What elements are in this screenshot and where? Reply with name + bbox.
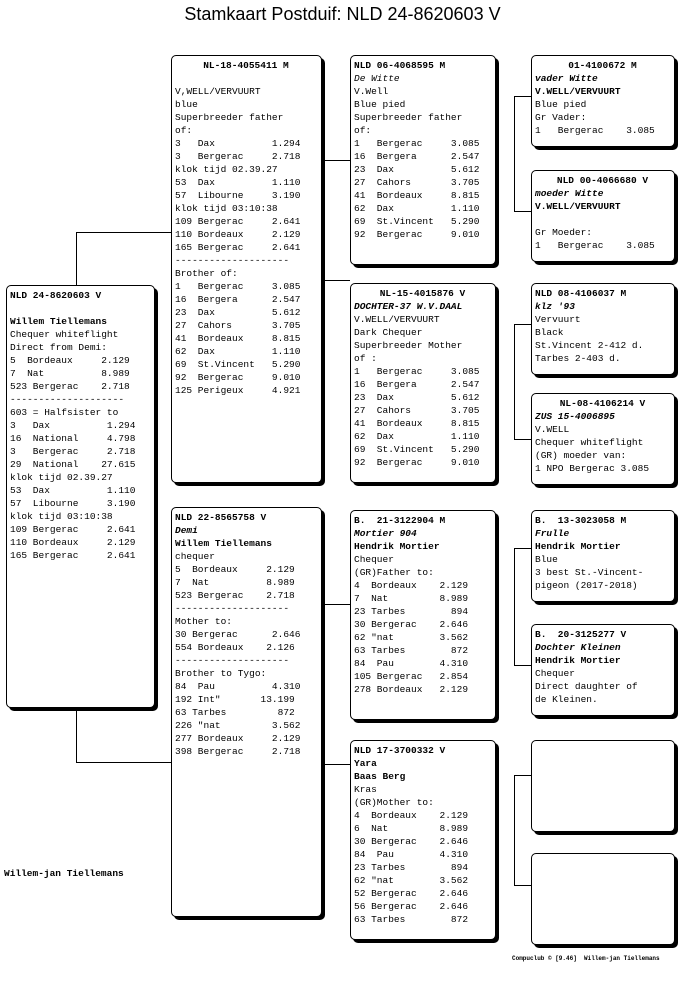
card-line: of: [354, 125, 372, 136]
connector-line [321, 160, 350, 161]
pigeon-name: Demi [175, 525, 198, 536]
connector-line [514, 96, 531, 97]
pigeon-name: ZUS 15-4006895 [535, 411, 615, 422]
card-line: 69 St.Vincent 5.290 [354, 444, 480, 455]
card-line: klok tijd 03:10:38 [175, 203, 278, 214]
card-line: 41 Bordeaux 8.815 [175, 333, 301, 344]
card-line: Gr Moeder: [535, 227, 593, 238]
card-line: 1 Bergerac 3.085 [535, 125, 655, 136]
pedigree-card-mother [171, 507, 322, 917]
card-line: Direct from Demi: [10, 342, 107, 353]
card-line: 6 Nat 8.989 [354, 823, 469, 834]
card-line: Brother of: [175, 268, 238, 279]
page-title: Stamkaart Postduif: NLD 24-8620603 V [184, 4, 501, 24]
card-line: 27 Cahors 3.705 [175, 320, 301, 331]
card-line: 63 Tarbes 872 [175, 707, 295, 718]
card-line: 52 Bergerac 2.646 [354, 888, 469, 899]
pedigree-card-fm [350, 283, 496, 483]
pedigree-card-fmf [531, 283, 675, 375]
card-line: -------------------- [175, 603, 290, 614]
card-line: V.WELL [535, 424, 570, 435]
card-line: 53 Dax 1.110 [10, 485, 136, 496]
connector-line [514, 324, 515, 439]
card-line: of: [175, 125, 193, 136]
card-line: 4 Bordeaux 2.129 [354, 810, 469, 821]
ring-number: NLD 00-4066680 V [556, 175, 649, 186]
card-line: 5 Bordeaux 2.129 [10, 355, 130, 366]
card-line: 1 NPO Bergerac 3.085 [535, 463, 650, 474]
card-line: Superbreeder father [354, 112, 463, 123]
card-line: 92 Bergerac 9.010 [354, 229, 480, 240]
card-line: Tarbes 2-403 d. [535, 353, 621, 364]
breeder-name: Willem Tiellemans [175, 538, 272, 549]
ring-number: NL-18-4055411 M [203, 60, 289, 71]
card-line: 1 Bergerac 3.085 [175, 281, 301, 292]
connector-line [514, 548, 515, 665]
card-line: 30 Bergerac 2.646 [354, 836, 469, 847]
breeder-name: Baas Berg [354, 771, 406, 782]
card-line: 125 Perigeux 4.921 [175, 385, 301, 396]
card-line: Chequer [354, 554, 394, 565]
card-line: 4 Bordeaux 2.129 [354, 580, 469, 591]
card-line: 84 Pau 4.310 [175, 681, 301, 692]
pedigree-card-fff [531, 55, 675, 147]
card-line: Blue [535, 554, 558, 565]
breeder-name: Hendrik Mortier [535, 655, 621, 666]
card-line: 1 Bergerac 3.085 [535, 240, 655, 251]
card-line: 1 Bergerac 3.085 [354, 138, 480, 149]
card-line [535, 213, 670, 226]
card-line: Gr Vader: [535, 112, 587, 123]
pedigree-card-father [171, 55, 322, 483]
card-line: klok tijd 02.39.27 [175, 164, 278, 175]
owner-name: Willem-jan Tiellemans [4, 868, 124, 879]
card-line: 62 Dax 1.110 [354, 431, 480, 442]
ring-number: NLD 06-4068595 M [354, 60, 446, 71]
card-line: Chequer whiteflight [10, 329, 119, 340]
connector-line [76, 232, 171, 233]
card-line: 7 Nat 8.989 [175, 577, 295, 588]
card-line: 603 = Halfsister to [10, 407, 119, 418]
card-line: 53 Dax 1.110 [175, 177, 301, 188]
breeder-name: Hendrik Mortier [354, 541, 440, 552]
connector-line [514, 885, 531, 886]
card-line: Chequer whiteflight [535, 437, 644, 448]
connector-line [514, 324, 531, 325]
card-line: Kras [354, 784, 377, 795]
card-line: 3 Bergerac 2.718 [175, 151, 301, 162]
connector-line [514, 665, 531, 666]
pigeon-name: Mortier 904 [354, 528, 417, 539]
card-line: 63 Tarbes 872 [354, 645, 469, 656]
card-line: 63 Tarbes 872 [354, 914, 469, 925]
card-line: Chequer [535, 668, 575, 679]
card-line: 57 Libourne 3.190 [10, 498, 136, 509]
card-line: 92 Bergerac 9.010 [175, 372, 301, 383]
card-line: Superbreeder father [175, 112, 284, 123]
card-line: Mother to: [175, 616, 233, 627]
ring-number: NLD 17-3700332 V [354, 745, 446, 756]
card-line: Blue pied [535, 99, 587, 110]
pedigree-card-ffm [531, 170, 675, 262]
connector-line [514, 775, 515, 885]
card-line: of : [354, 353, 377, 364]
card-line: (GR)Father to: [354, 567, 434, 578]
card-line: Vervuurt [535, 314, 581, 325]
card-line: Superbreeder Mother [354, 340, 463, 351]
connector-line [321, 764, 350, 765]
card-line: 27 Cahors 3.705 [354, 405, 480, 416]
connector-line [514, 439, 531, 440]
card-line: Black [535, 327, 564, 338]
card-line: -------------------- [175, 655, 290, 666]
card-line: 84 Pau 4.310 [354, 849, 469, 860]
card-line: 109 Bergerac 2.641 [175, 216, 301, 227]
card-line: 27 Cahors 3.705 [354, 177, 480, 188]
card-line: 41 Bordeaux 8.815 [354, 190, 480, 201]
connector-line [514, 211, 531, 212]
card-line: 41 Bordeaux 8.815 [354, 418, 480, 429]
card-line: de Kleinen. [535, 694, 598, 705]
ring-number: NLD 08-4106037 M [535, 288, 627, 299]
ring-number: B. 21-3122904 M [354, 515, 446, 526]
card-line: 7 Nat 8.989 [354, 593, 469, 604]
card-line: 1 Bergerac 3.085 [354, 366, 480, 377]
connector-line [321, 280, 350, 281]
card-line: 192 Int" 13.199 [175, 694, 295, 705]
pigeon-name: Frulle [535, 528, 570, 539]
card-line: 69 St.Vincent 5.290 [354, 216, 480, 227]
pedigree-card-fmm [531, 393, 675, 485]
card-line: 62 Dax 1.110 [175, 346, 301, 357]
ring-number: B. 13-3023058 M [535, 515, 627, 526]
breeder-name: Willem Tiellemans [10, 316, 107, 327]
connector-line [514, 775, 531, 776]
card-line: Blue pied [354, 99, 406, 110]
pedigree-card-mmm-empty [531, 853, 675, 945]
card-line: (GR)Mother to: [354, 797, 434, 808]
ring-number: NL-15-4015876 V [379, 288, 466, 299]
ring-number: NLD 22-8565758 V [175, 512, 267, 523]
card-line: 226 "nat 3.562 [175, 720, 301, 731]
connector-line [76, 232, 77, 287]
card-line: 110 Bordeaux 2.129 [10, 537, 136, 548]
card-line: 92 Bergerac 9.010 [354, 457, 480, 468]
card-line: 278 Bordeaux 2.129 [354, 684, 469, 695]
card-line: 29 National 27.615 [10, 459, 136, 470]
connector-line [514, 96, 515, 211]
card-line: 57 Libourne 3.190 [175, 190, 301, 201]
card-line: pigeon (2017-2018) [535, 580, 638, 591]
connector-line [76, 707, 77, 763]
card-line: 165 Bergerac 2.641 [175, 242, 301, 253]
card-line: 62 "nat 3.562 [354, 875, 469, 886]
card-line: 3 Dax 1.294 [175, 138, 301, 149]
pigeon-name: moeder Witte [535, 188, 604, 199]
card-line: 398 Bergerac 2.718 [175, 746, 301, 757]
card-line: blue [175, 99, 198, 110]
card-line: 30 Bergerac 2.646 [175, 629, 301, 640]
card-line: 84 Pau 4.310 [354, 658, 469, 669]
card-line: 3 best St.-Vincent- [535, 567, 644, 578]
card-line [10, 302, 150, 315]
connector-line [76, 762, 171, 763]
pigeon-name: vader Witte [535, 73, 598, 84]
card-line: 16 Bergera 2.547 [354, 379, 480, 390]
card-line: 23 Dax 5.612 [354, 164, 480, 175]
pigeon-name: DOCHTER-37 W.V.DAAL [354, 301, 463, 312]
card-line: (GR) moeder van: [535, 450, 627, 461]
breeder-name: V.WELL/VERVUURT [535, 201, 621, 212]
card-line: Brother to Tygo: [175, 668, 267, 679]
card-line: V,WELL/VERVUURT [175, 86, 261, 97]
card-line: -------------------- [10, 394, 125, 405]
card-line: 523 Bergerac 2.718 [175, 590, 295, 601]
card-line: 3 Dax 1.294 [10, 420, 136, 431]
card-line: chequer [175, 551, 215, 562]
card-line [175, 72, 317, 85]
card-line: 277 Bordeaux 2.129 [175, 733, 301, 744]
card-line: 16 National 4.798 [10, 433, 136, 444]
card-line: 23 Dax 5.612 [354, 392, 480, 403]
card-line: 110 Bordeaux 2.129 [175, 229, 301, 240]
card-line: Direct daughter of [535, 681, 638, 692]
pedigree-card-mf [350, 510, 496, 720]
pedigree-card-ff [350, 55, 496, 265]
pedigree-card-mff [531, 510, 675, 602]
ring-number: 01-4100672 M [568, 60, 637, 71]
card-line: 7 Nat 8.989 [10, 368, 130, 379]
card-line: 16 Bergera 2.547 [175, 294, 301, 305]
pigeon-name: De Witte [354, 73, 400, 84]
pigeon-name: Dochter Kleinen [535, 642, 621, 653]
card-line: 109 Bergerac 2.641 [10, 524, 136, 535]
connector-line [514, 548, 531, 549]
ring-number: NL-08-4106214 V [559, 398, 646, 409]
card-line: 23 Dax 5.612 [175, 307, 301, 318]
card-line: 554 Bordeaux 2.126 [175, 642, 295, 653]
card-line: V.Well [354, 86, 389, 97]
card-line: 30 Bergerac 2.646 [354, 619, 469, 630]
card-line: 165 Bergerac 2.641 [10, 550, 136, 561]
card-line: 62 "nat 3.562 [354, 632, 469, 643]
card-line: St.Vincent 2-412 d. [535, 340, 644, 351]
card-line: 23 Tarbes 894 [354, 606, 469, 617]
connector-line [321, 604, 350, 605]
breeder-name: Hendrik Mortier [535, 541, 621, 552]
card-line: -------------------- [175, 255, 290, 266]
card-line: Dark Chequer [354, 327, 423, 338]
card-line: klok tijd 02.39.27 [10, 472, 113, 483]
breeder-name: V.WELL/VERVUURT [535, 86, 621, 97]
pedigree-card-mmf-empty [531, 740, 675, 832]
card-line: 69 St.Vincent 5.290 [175, 359, 301, 370]
card-line: 16 Bergera 2.547 [354, 151, 480, 162]
pedigree-card-mfm [531, 624, 675, 716]
card-line: 23 Tarbes 894 [354, 862, 469, 873]
pigeon-name: klz '93 [535, 301, 575, 312]
card-line: 62 Dax 1.110 [354, 203, 480, 214]
footer-credit: Compuclub © [9.46] Willem-jan Tiellemans [512, 955, 660, 962]
card-line: 105 Bergerac 2.854 [354, 671, 469, 682]
card-line: 3 Bergerac 2.718 [10, 446, 136, 457]
pigeon-name: Yara [354, 758, 377, 769]
card-line: 5 Bordeaux 2.129 [175, 564, 295, 575]
pedigree-card-main [6, 285, 155, 708]
card-line: klok tijd 03:10:38 [10, 511, 113, 522]
ring-number: B. 20-3125277 V [535, 629, 627, 640]
card-line: 56 Bergerac 2.646 [354, 901, 469, 912]
card-line: V.WELL/VERVUURT [354, 314, 440, 325]
pedigree-card-mm [350, 740, 496, 940]
card-line: 523 Bergerac 2.718 [10, 381, 130, 392]
ring-number: NLD 24-8620603 V [10, 290, 102, 301]
